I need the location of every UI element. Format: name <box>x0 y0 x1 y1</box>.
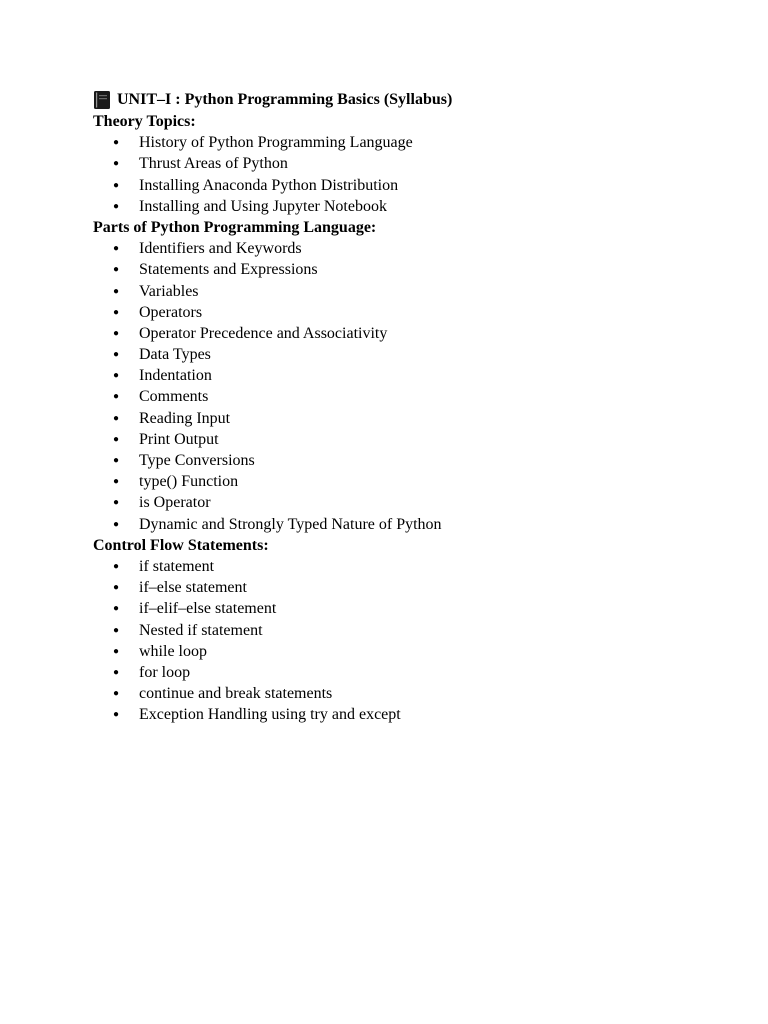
list-item <box>93 323 713 344</box>
bullet-icon: ● <box>113 327 120 339</box>
list-item <box>93 450 713 471</box>
list-item <box>93 514 713 535</box>
section-heading: Parts of Python Programming Language: <box>93 218 377 236</box>
list-item <box>93 238 713 259</box>
bullet-icon: ● <box>113 497 120 509</box>
bullet-icon: ● <box>113 476 120 488</box>
bullet-icon: ● <box>113 688 120 700</box>
list-item-text: Indentation <box>139 367 212 385</box>
bullet-icon: ● <box>113 645 120 657</box>
list-item <box>93 704 713 725</box>
list-item <box>93 492 713 513</box>
bullet-icon: ● <box>113 391 120 403</box>
bullet-icon: ● <box>113 412 120 424</box>
list-item <box>93 620 713 641</box>
bullet-icon: ● <box>113 370 120 382</box>
list-item-text: if–elif–else statement <box>139 600 277 618</box>
list-item <box>93 683 713 704</box>
bullet-list <box>93 238 713 535</box>
list-item <box>93 408 713 429</box>
list-item <box>93 471 713 492</box>
list-item <box>93 344 713 365</box>
list-item-text: is Operator <box>139 494 211 512</box>
bullet-list <box>93 132 713 217</box>
document-title-line <box>93 89 713 111</box>
bullet-icon: ● <box>113 200 120 212</box>
document-title: UNIT–I : Python Programming Basics (Syllabus) <box>117 91 453 108</box>
list-item <box>93 259 713 280</box>
list-item-text: Identifiers and Keywords <box>139 240 302 258</box>
sections-container <box>93 111 713 725</box>
list-item-text: for loop <box>139 663 191 681</box>
bullet-icon: ● <box>113 455 120 466</box>
list-item <box>93 386 713 407</box>
bullet-icon: ● <box>113 518 120 530</box>
list-item-text: History of Python Programming Language <box>139 134 413 152</box>
list-item-text: Exception Handling using try and except <box>139 706 401 724</box>
list-item-text: Dynamic and Strongly Typed Nature of Python <box>139 515 442 533</box>
bullet-icon: ● <box>113 560 120 572</box>
list-item <box>93 662 713 683</box>
list-item <box>93 598 713 619</box>
list-item <box>93 175 713 196</box>
list-item-text: if statement <box>139 557 215 575</box>
list-item <box>93 429 713 450</box>
list-item <box>93 196 713 217</box>
document-content <box>93 89 713 725</box>
list-item-text: Installing and Using Jupyter Notebook <box>139 197 387 215</box>
list-item <box>93 132 713 153</box>
bullet-icon: ● <box>113 306 120 318</box>
list-item-text: Comments <box>139 388 209 406</box>
bullet-icon: ● <box>113 582 120 594</box>
list-item-text: Operator Precedence and Associativity <box>139 324 388 342</box>
list-item-text: Variables <box>139 282 199 300</box>
bullet-icon: ● <box>113 137 120 149</box>
bullet-icon: ● <box>113 603 120 615</box>
section-heading: Theory Topics: <box>93 113 196 130</box>
book-icon <box>93 90 111 110</box>
list-item <box>93 641 713 662</box>
list-item <box>93 577 713 598</box>
list-item-text: Print Output <box>139 430 219 448</box>
bullet-icon: ● <box>113 264 120 276</box>
bullet-icon: ● <box>113 624 120 636</box>
list-item-text: Statements and Expressions <box>139 261 318 279</box>
list-item-text: Thrust Areas of Python <box>139 155 288 173</box>
section-heading: Control Flow Statements: <box>93 536 269 554</box>
list-item-text: type() Function <box>139 473 239 491</box>
bullet-icon: ● <box>113 285 120 297</box>
bullet-list <box>93 556 713 726</box>
bullet-icon: ● <box>113 349 120 361</box>
list-item <box>93 153 713 174</box>
list-item <box>93 302 713 323</box>
list-item-text: while loop <box>139 642 207 660</box>
list-item-text: Reading Input <box>139 409 231 427</box>
bullet-icon: ● <box>113 179 120 191</box>
bullet-icon: ● <box>113 433 120 445</box>
list-item-text: continue and break statements <box>139 685 333 703</box>
bullet-icon: ● <box>113 243 120 255</box>
list-item-text: if–else statement <box>139 579 247 597</box>
bullet-icon: ● <box>113 158 120 170</box>
list-item-text: Installing Anaconda Python Distribution <box>139 176 399 194</box>
list-item-text: Operators <box>139 303 203 321</box>
list-item-text: Nested if statement <box>139 621 263 639</box>
list-item <box>93 556 713 577</box>
list-item-text: Data Types <box>139 346 211 364</box>
bullet-icon: ● <box>113 709 120 721</box>
list-item <box>93 365 713 386</box>
list-item-text: Type Conversions <box>139 452 255 469</box>
list-item <box>93 281 713 302</box>
bullet-icon: ● <box>113 666 120 678</box>
